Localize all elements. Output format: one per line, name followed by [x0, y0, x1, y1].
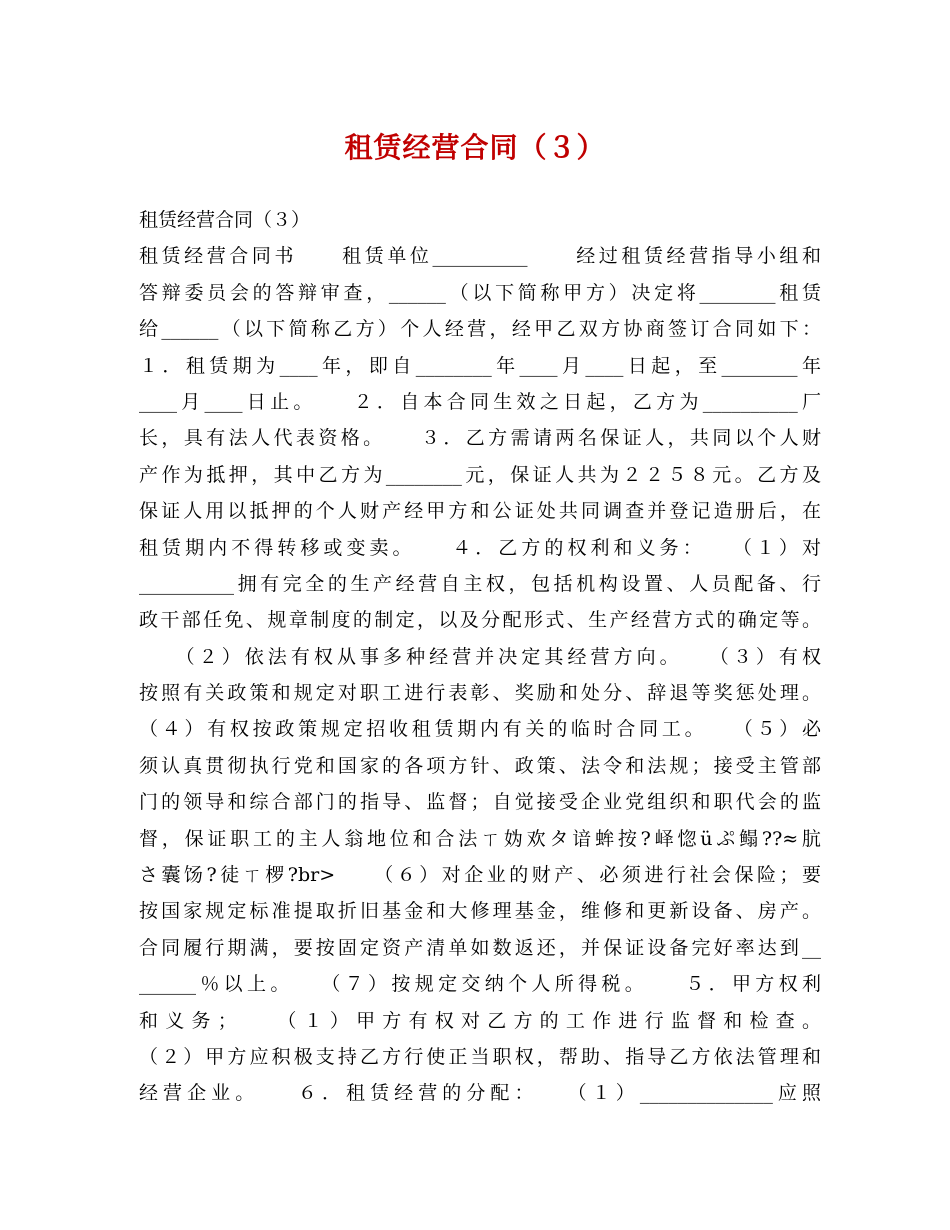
- body-line-4: 给______（以下简称乙方）个人经营，经甲乙双方协商签订合同如下：: [139, 318, 821, 341]
- body-line-19: さ囊饧?徒ㄒ椤?br> （６）对企业的财产、必须进行社会保险；要: [139, 864, 821, 887]
- body-line-20: 按国家规定标准提取折旧基金和大修理基金，维修和更新设备、房产。: [139, 900, 821, 923]
- body-line-18: 督，保证职工的主人翁地位和合法ㄒ妫欢タ谙蛑按?峄惚üぷ鳎??≈肮: [139, 827, 821, 850]
- body-line-14: 按照有关政策和规定对职工进行表彰、奖励和处分、辞退等奖惩处理。: [139, 682, 821, 705]
- body-line-3: 答辩委员会的答辩审查，______（以下简称甲方）决定将________租赁: [139, 281, 821, 304]
- body-line-23: 和义务； （１）甲方有权对乙方的工作进行监督和检查。: [139, 1009, 821, 1032]
- body-line-5: １．租赁期为____年，即自________年____月____日起，至________年: [139, 354, 821, 377]
- body-line-16: 须认真贯彻执行党和国家的各项方针、政策、法令和法规；接受主管部: [139, 754, 821, 777]
- body-line-6: ____月____日止。 ２．自本合同生效之日起，乙方为__________厂: [139, 390, 821, 413]
- document-body: [139, 202, 821, 1112]
- document-title: 租赁经营合同（３）: [344, 131, 606, 164]
- body-line-22: ______％以上。 （７）按规定交纳个人所得税。 ５．甲方权利: [139, 973, 821, 996]
- body-line-7: 长，具有法人代表资格。 ３．乙方需请两名保证人，共同以个人财: [139, 427, 821, 450]
- body-line-12: 政干部任免、规章制度的制定，以及分配形式、生产经营方式的确定等。: [139, 609, 821, 632]
- body-line-11: __________拥有完全的生产经营自主权，包括机构设置、人员配备、行: [139, 572, 821, 595]
- body-line-13: （２）依法有权从事多种经营并决定其经营方向。 （３）有权: [139, 645, 821, 668]
- body-line-9: 保证人用以抵押的个人财产经甲方和公证处共同调查并登记造册后，在: [139, 500, 821, 523]
- body-line-2: 租赁经营合同书 租赁单位__________ 经过租赁经营指导小组和: [139, 245, 821, 268]
- body-line-10: 租赁期内不得转移或变卖。 ４．乙方的权利和义务： （１）对: [139, 536, 821, 559]
- body-line-17: 门的领导和综合部门的指导、监督；自觉接受企业党组织和职代会的监: [139, 791, 821, 814]
- body-line-25: 经营企业。 ６．租赁经营的分配： （１）______________应照: [139, 1082, 821, 1105]
- body-line-15: （４）有权按政策规定招收租赁期内有关的临时合同工。 （５）必: [139, 718, 821, 741]
- body-line-1: 租赁经营合同（３）: [139, 209, 311, 231]
- body-line-24: （２）甲方应积极支持乙方行使正当职权，帮助、指导乙方依法管理和: [139, 1045, 821, 1068]
- body-line-21: 合同履行期满，要按固定资产清单如数返还，并保证设备完好率达到__: [139, 936, 821, 959]
- body-line-8: 产作为抵押，其中乙方为________元，保证人共为２２５８元。乙方及: [139, 463, 821, 486]
